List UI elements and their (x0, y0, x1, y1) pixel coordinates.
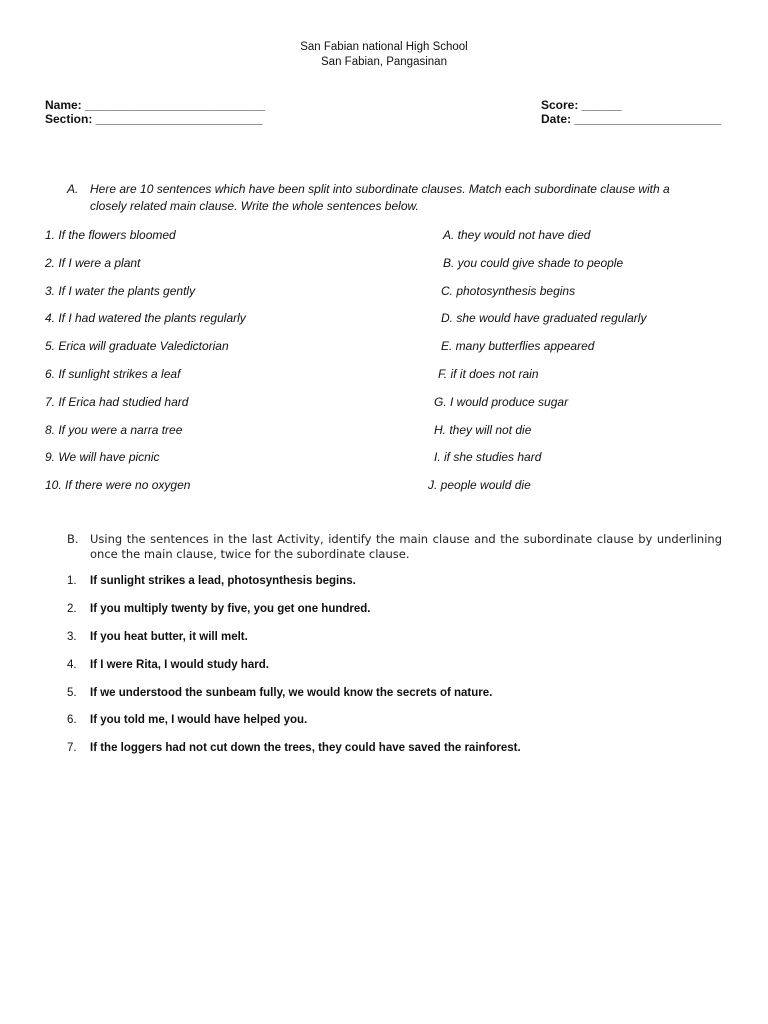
sentence-text: If sunlight strikes a lead, photosynthesis begins. (90, 575, 356, 587)
sentence-text: If you heat butter, it will melt. (90, 631, 248, 643)
subordinate-clause-item: 2. If I were a plant (45, 256, 141, 270)
sentence-item (67, 603, 371, 615)
sentence-number: 1. (67, 575, 77, 587)
sentence-text: If I were Rita, I would study hard. (90, 659, 269, 671)
subordinate-clause-item: 6. If sunlight strikes a leaf (45, 367, 181, 381)
score-field: Score: ______ (541, 98, 622, 112)
activity-b-letter: B. (67, 532, 79, 546)
subordinate-clause-item: 1. If the flowers bloomed (45, 228, 176, 242)
sentence-item (67, 575, 356, 587)
school-header (0, 40, 768, 70)
main-clause-item: E. many butterflies appeared (441, 339, 595, 353)
main-clause-item: C. photosynthesis begins (441, 284, 576, 298)
main-clause-item: D. she would have graduated regularly (441, 311, 647, 325)
subordinate-clause-item: 8. If you were a narra tree (45, 423, 183, 437)
subordinate-clause-item: 3. If I water the plants gently (45, 284, 196, 298)
sentence-item (67, 742, 521, 754)
sentence-text: If you multiply twenty by five, you get one hundred. (90, 603, 371, 615)
activity-b-instructions (67, 532, 722, 562)
name-field: Name: ___________________________ (45, 98, 266, 112)
sentence-number: 3. (67, 631, 77, 643)
section-field: Section: _________________________ (45, 112, 263, 126)
school-location: San Fabian, Pangasinan (321, 56, 447, 68)
activity-b-instruction-text: Using the sentences in the last Activity, identify the main clause and the subordinate clause by underlining once the main clause, twice for the subordinate clause. (90, 532, 722, 561)
sentence-text: If we understood the sunbeam fully, we would know the secrets of nature. (90, 687, 493, 699)
main-clause-item: I. if she studies hard (434, 450, 542, 464)
sentence-text: If you told me, I would have helped you. (90, 714, 308, 726)
sentence-number: 5. (67, 687, 77, 699)
activity-a-instructions (67, 181, 707, 215)
subordinate-clause-item: 10. If there were no oxygen (45, 478, 191, 492)
activity-a-instruction-text: Here are 10 sentences which have been split into subordinate clauses. Match each subordinate clause with a closely related main clause. Write the whole sentences below. (90, 182, 670, 213)
subordinate-clause-item: 5. Erica will graduate Valedictorian (45, 339, 229, 353)
main-clause-item: G. I would produce sugar (434, 395, 569, 409)
main-clause-item: A. they would not have died (443, 228, 591, 242)
activity-a-letter: A. (67, 182, 79, 196)
subordinate-clause-item: 4. If I had watered the plants regularly (45, 311, 246, 325)
date-field: Date: ______________________ (541, 112, 722, 126)
sentence-item (67, 687, 492, 699)
sentence-number: 6. (67, 714, 77, 726)
school-name: San Fabian national High School (300, 41, 468, 53)
main-clause-item: J. people would die (428, 478, 531, 492)
sentence-number: 2. (67, 603, 77, 615)
main-clause-item: F. if it does not rain (438, 367, 539, 381)
main-clause-item: B. you could give shade to people (443, 256, 624, 270)
sentence-item (67, 659, 269, 671)
sentence-text: If the loggers had not cut down the trees, they could have saved the rainforest. (90, 742, 521, 754)
main-clause-item: H. they will not die (434, 423, 532, 437)
sentence-item (67, 631, 248, 643)
subordinate-clause-item: 7. If Erica had studied hard (45, 395, 189, 409)
sentence-number: 7. (67, 742, 77, 754)
subordinate-clause-item: 9. We will have picnic (45, 450, 160, 464)
sentence-number: 4. (67, 659, 77, 671)
sentence-item (67, 714, 307, 726)
